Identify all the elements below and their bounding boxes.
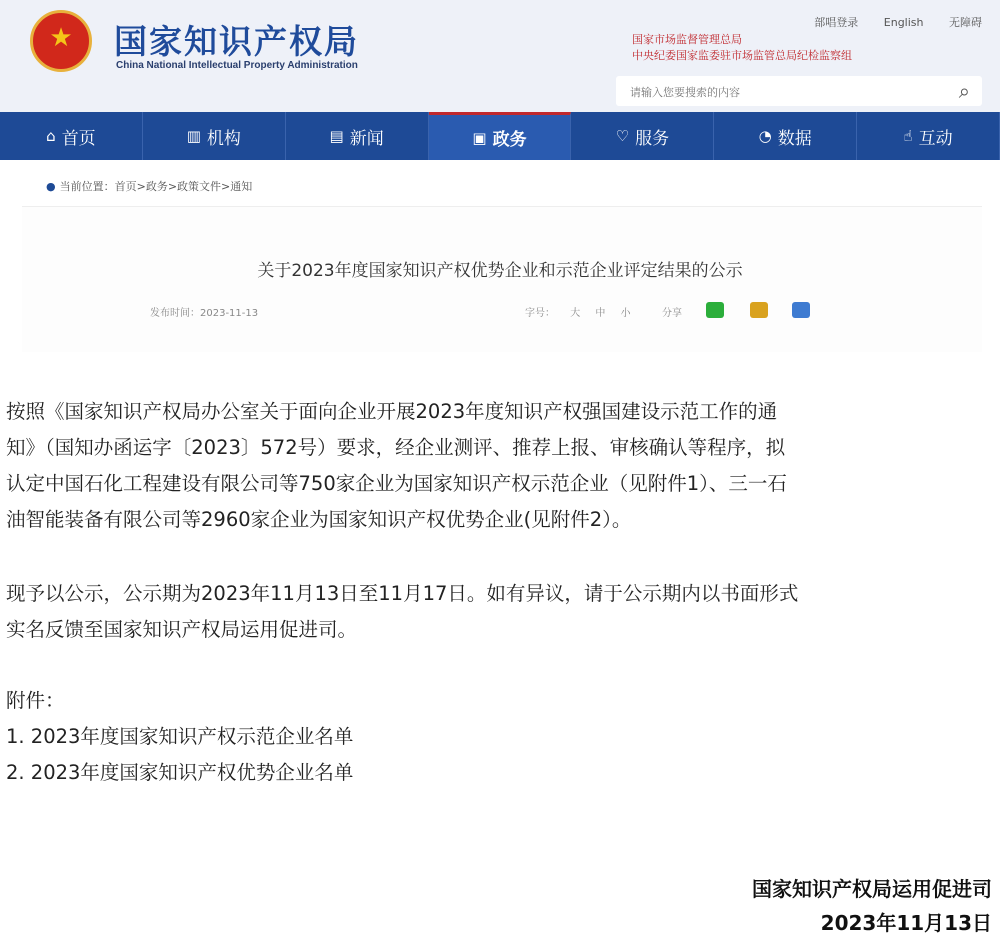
body-line: 现予以公示，公示期为2023年11月13日至11月17日。如有异议，请于公示期内以书面形式: [6, 582, 799, 605]
body-line: 油智能装备有限公司等2960家企业为国家知识产权优势企业(见附件2）。: [6, 508, 632, 531]
home-icon: ⌂: [46, 127, 56, 145]
attachment-item[interactable]: 2. 2023年度国家知识产权优势企业名单: [6, 761, 354, 784]
english-link[interactable]: English: [883, 16, 924, 29]
font-size-label: 字号：: [525, 308, 555, 319]
breadcrumb: [46, 178, 252, 194]
heart-hand-icon: ♡: [615, 127, 630, 145]
agency-line-2[interactable]: 中央纪委国家监委驻市场监管总局纪检监察组: [632, 49, 852, 62]
agency-line-1[interactable]: 国家市场监督管理总局: [632, 33, 742, 46]
signature-block: [752, 872, 992, 940]
search-box[interactable]: [616, 76, 982, 106]
nav-label: 新闻: [349, 128, 384, 149]
attachment-title: 附件：: [6, 689, 65, 712]
login-link[interactable]: 部唱登录: [814, 16, 859, 29]
attachment-item[interactable]: 1. 2023年度国家知识产权示范企业名单: [6, 725, 354, 748]
breadcrumb-text[interactable]: 当前位置：首页>政务>政策文件>通知: [59, 180, 253, 193]
site-title[interactable]: 国家知识产权局: [114, 22, 359, 61]
nav-item-data[interactable]: [714, 112, 857, 160]
font-size-small[interactable]: 小: [620, 308, 631, 319]
body-line: 按照《国家知识产权局办公室关于面向企业开展2023年度知识产权强国建设示范工作的通: [6, 400, 778, 423]
location-pin-icon: ●: [46, 180, 56, 193]
nav-item-interaction[interactable]: [857, 112, 1000, 160]
favorite-icon[interactable]: [750, 302, 768, 318]
search-input[interactable]: 请输入您要搜索的内容: [630, 86, 740, 99]
font-size-controls: [525, 304, 631, 319]
nav-label: 服务: [635, 128, 670, 149]
accessibility-link[interactable]: 无障碍: [949, 16, 982, 29]
wechat-icon[interactable]: [706, 302, 724, 318]
publish-date: 发布时间：2023-11-13: [150, 308, 259, 319]
national-emblem-icon: [30, 10, 92, 72]
nav-label: 互动: [918, 128, 953, 149]
signing-date: 2023年11月13日: [820, 911, 992, 935]
share-label: 分享: [662, 308, 682, 319]
qq-icon[interactable]: [792, 302, 810, 318]
nav-item-government[interactable]: [429, 112, 572, 160]
signing-organization: 国家知识产权局运用促进司: [752, 877, 992, 901]
nav-label: 政务: [492, 130, 527, 150]
body-line: 实名反馈至国家知识产权局运用促进司。: [6, 618, 358, 641]
font-size-large[interactable]: 大: [570, 308, 581, 319]
body-line: 知》（国知办函运字〔2023〕572号）要求，经企业测评、推荐上报、审核确认等程序，拟: [6, 436, 786, 459]
hand-icon: ☝: [903, 127, 913, 145]
article-body: [6, 394, 996, 791]
document-icon: ▣: [472, 128, 487, 147]
site-subtitle: China National Intellectual Property Administration: [116, 60, 358, 71]
nav-item-organization[interactable]: [143, 112, 286, 160]
nav-item-services[interactable]: [571, 112, 714, 160]
top-links: [792, 14, 982, 30]
nav-label: 数据: [777, 128, 812, 149]
nav-label: 机构: [206, 128, 241, 149]
site-header: [0, 0, 1000, 112]
body-line: 认定中国石化工程建设有限公司等750家企业为国家知识产权示范企业（见附件1）、三一石: [6, 472, 787, 495]
nav-label: 首页: [61, 128, 96, 149]
pie-chart-icon: ◔: [758, 127, 772, 145]
font-size-medium[interactable]: 中: [595, 308, 606, 319]
building-icon: ▥: [186, 127, 201, 145]
article-title: 关于2023年度国家知识产权优势企业和示范企业评定结果的公示: [257, 261, 743, 281]
agency-info: [632, 32, 852, 64]
main-nav: [0, 112, 1000, 160]
search-icon[interactable]: ⌕: [958, 79, 970, 103]
news-icon: ▤: [329, 127, 344, 145]
nav-item-news[interactable]: [286, 112, 429, 160]
nav-item-home[interactable]: [0, 112, 143, 160]
